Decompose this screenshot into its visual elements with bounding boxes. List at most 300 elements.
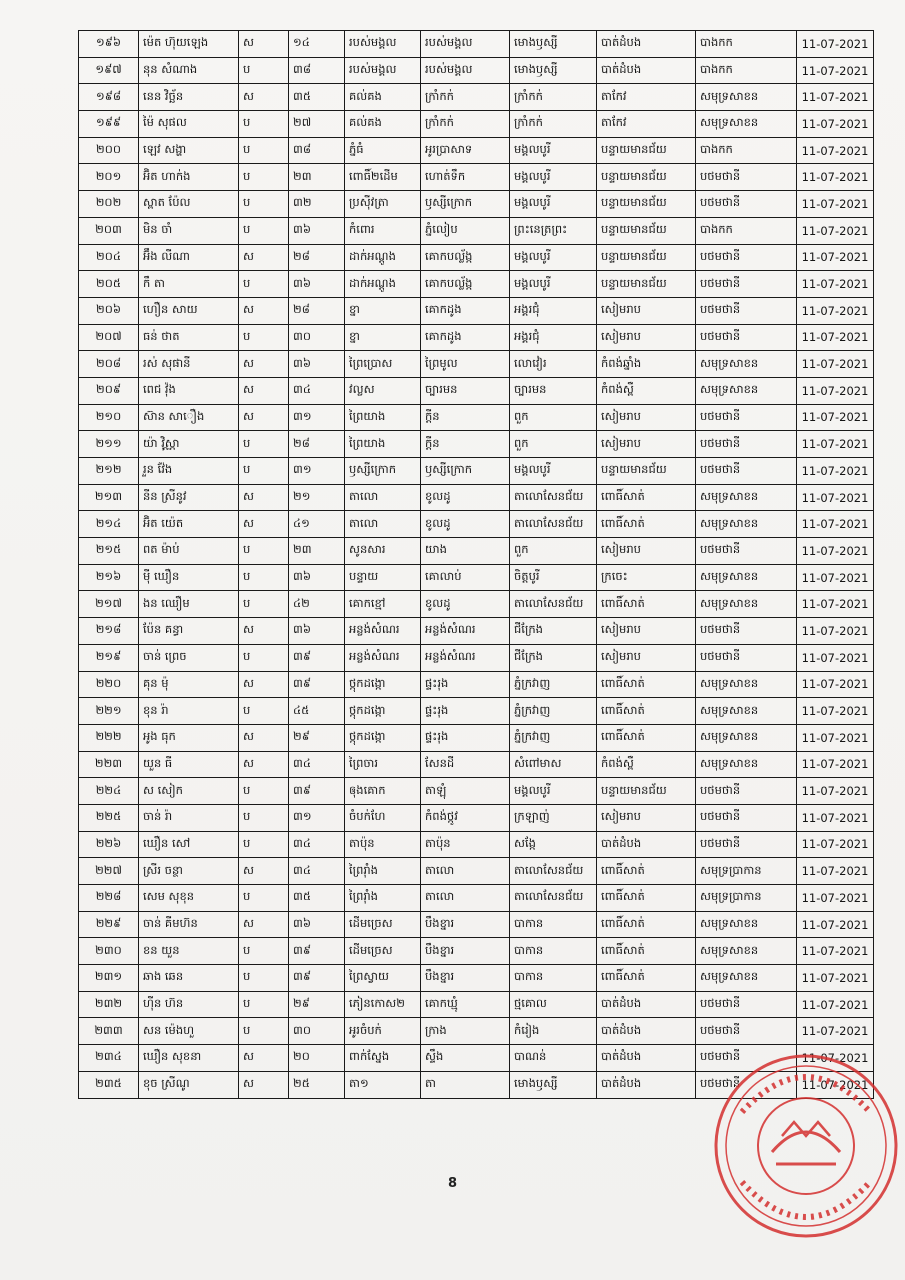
quarantine-site-cell: បថមថានី — [696, 431, 797, 458]
commune-cell: គោកបល្ល័ង្ក — [421, 271, 510, 298]
province-cell: បន្ទាយមានជ័យ — [597, 778, 696, 805]
commune-cell: ឫស្សីក្រោក — [421, 191, 510, 218]
date-cell: 11-07-2021 — [797, 858, 874, 885]
quarantine-site-cell: បថមថានី — [696, 404, 797, 431]
commune-cell: គោកបល្ល័ង្ក — [421, 244, 510, 271]
table-row — [79, 511, 874, 538]
commune-cell: ក្រាំកក់ — [421, 111, 510, 138]
district-cell: ភ្នំក្រវាញ — [510, 724, 597, 751]
district-cell: មោងឫស្សី — [510, 57, 597, 84]
age-cell: ២៨ — [289, 244, 345, 271]
sex-cell: ស — [239, 618, 289, 645]
province-cell: សៀមរាប — [597, 538, 696, 565]
province-cell: បន្ទាយមានជ័យ — [597, 244, 696, 271]
person-name-cell: ឆាង ឆេន — [139, 965, 239, 992]
row-number-cell: ២២០ — [79, 671, 139, 698]
district-cell: អង្គរជុំ — [510, 297, 597, 324]
quarantine-site-cell: បថមថានី — [696, 191, 797, 218]
person-name-cell: ស សៀក — [139, 778, 239, 805]
table-row — [79, 57, 874, 84]
table-row — [79, 778, 874, 805]
table-row — [79, 271, 874, 298]
quarantine-site-cell: បថមថានី — [696, 324, 797, 351]
district-cell: មង្គលបូរី — [510, 164, 597, 191]
sex-cell: ប — [239, 538, 289, 565]
row-number-cell: ២០៦ — [79, 297, 139, 324]
age-cell: ៣៤ — [289, 751, 345, 778]
date-cell: 11-07-2021 — [797, 458, 874, 485]
date-cell: 11-07-2021 — [797, 324, 874, 351]
province-cell: សៀមរាប — [597, 297, 696, 324]
row-number-cell: ២២១ — [79, 698, 139, 725]
person-name-cell: សេម សុខុន — [139, 885, 239, 912]
row-number-cell: ២៣២ — [79, 991, 139, 1018]
person-name-cell: ឃឿន សៅ — [139, 831, 239, 858]
sex-cell: ប — [239, 938, 289, 965]
sex-cell: ប — [239, 458, 289, 485]
age-cell: ១៤ — [289, 31, 345, 58]
province-cell: ក្រចេះ — [597, 564, 696, 591]
district-cell: បាកាន — [510, 938, 597, 965]
commune-cell: យាង — [421, 538, 510, 565]
sex-cell: ប — [239, 164, 289, 191]
date-cell: 11-07-2021 — [797, 84, 874, 111]
date-cell: 11-07-2021 — [797, 484, 874, 511]
age-cell: ៣១ — [289, 458, 345, 485]
district-cell: តាលោសែនជ័យ — [510, 858, 597, 885]
province-cell: ពោធិ៍សាត់ — [597, 484, 696, 511]
table-row — [79, 858, 874, 885]
person-name-cell: ឡេវ សង្ហា — [139, 137, 239, 164]
quarantine-site-cell: បថមថានី — [696, 831, 797, 858]
quarantine-site-cell: បាងកក — [696, 57, 797, 84]
date-cell: 11-07-2021 — [797, 137, 874, 164]
province-cell: បន្ទាយមានជ័យ — [597, 164, 696, 191]
table-row — [79, 751, 874, 778]
commune-cell: ផ្ទះរុង — [421, 671, 510, 698]
date-cell: 11-07-2021 — [797, 644, 874, 671]
village-cell: ថ្កុកដង្កោ — [345, 724, 421, 751]
person-name-cell: គុន ម៉ុ — [139, 671, 239, 698]
sex-cell: ប — [239, 591, 289, 618]
village-cell: ព្រៃចារ — [345, 751, 421, 778]
person-name-cell: មិន ចាំ — [139, 217, 239, 244]
date-cell: 11-07-2021 — [797, 164, 874, 191]
quarantine-site-cell: បថមថានី — [696, 618, 797, 645]
quarantine-site-cell: បថមថានី — [696, 244, 797, 271]
district-cell: ពួក — [510, 538, 597, 565]
person-name-cell: អ៊ឹង លីណា — [139, 244, 239, 271]
date-cell: 11-07-2021 — [797, 618, 874, 645]
person-name-cell: យួន ធី — [139, 751, 239, 778]
age-cell: ៣៥ — [289, 84, 345, 111]
district-cell: ជីក្រែង — [510, 644, 597, 671]
person-name-cell: អ៊ិត ហាក់ង — [139, 164, 239, 191]
quarantine-site-cell: បថមថានី — [696, 458, 797, 485]
commune-cell: អន្លង់សំណរ — [421, 618, 510, 645]
commune-cell: របស់មង្គល — [421, 31, 510, 58]
age-cell: ៣៦ — [289, 351, 345, 378]
person-name-cell: អ៊ិត យ៉េត — [139, 511, 239, 538]
age-cell: ៤២ — [289, 591, 345, 618]
province-cell: បន្ទាយមានជ័យ — [597, 458, 696, 485]
district-cell: មង្គលបូរី — [510, 458, 597, 485]
village-cell: ខ្នា — [345, 297, 421, 324]
village-cell: ភៀនកោស២ — [345, 991, 421, 1018]
commune-cell: កំពង់ថ្កូវ — [421, 804, 510, 831]
table-row — [79, 458, 874, 485]
table-row — [79, 431, 874, 458]
table-row — [79, 351, 874, 378]
person-name-cell: នុន សំណាង — [139, 57, 239, 84]
table-row — [79, 217, 874, 244]
commune-cell: ហោត់ទឹក — [421, 164, 510, 191]
person-name-cell: សន ម៉េងហួ — [139, 1018, 239, 1045]
sex-cell: ប — [239, 698, 289, 725]
date-cell: 11-07-2021 — [797, 351, 874, 378]
sex-cell: ស — [239, 511, 289, 538]
quarantine-site-cell: បាងកក — [696, 137, 797, 164]
row-number-cell: ២១០ — [79, 404, 139, 431]
commune-cell: ក្រាំកក់ — [421, 84, 510, 111]
quarantine-site-cell: បថមថានី — [696, 644, 797, 671]
quarantine-site-cell: សមុទ្រសាខន — [696, 671, 797, 698]
row-number-cell: ២១៧ — [79, 591, 139, 618]
commune-cell: អូរប្រាសាទ — [421, 137, 510, 164]
table-row — [79, 297, 874, 324]
table-row — [79, 111, 874, 138]
row-number-cell: ១៩៨ — [79, 84, 139, 111]
sex-cell: ប — [239, 804, 289, 831]
age-cell: ២៣ — [289, 538, 345, 565]
village-cell: ព្រៃរ៉ាំង — [345, 885, 421, 912]
row-number-cell: ២៣៤ — [79, 1045, 139, 1072]
quarantine-site-cell: សមុទ្រសាខន — [696, 511, 797, 538]
province-cell: បាត់ដំបង — [597, 831, 696, 858]
village-cell: ភ្នំធំ — [345, 137, 421, 164]
date-cell: 11-07-2021 — [797, 111, 874, 138]
village-cell: អូរចំបក់ — [345, 1018, 421, 1045]
person-name-cell: ពេជ វ៉ុង — [139, 377, 239, 404]
district-cell: មោងឫស្សី — [510, 31, 597, 58]
village-cell: ថ្កុកដង្កោ — [345, 698, 421, 725]
province-cell: សៀមរាប — [597, 431, 696, 458]
person-name-cell: ខន យួន — [139, 938, 239, 965]
district-cell: ភ្នំក្រវាញ — [510, 698, 597, 725]
table-row — [79, 137, 874, 164]
commune-cell: បឹងខ្នារ — [421, 938, 510, 965]
person-name-cell: ចាន់ ព្រេច — [139, 644, 239, 671]
age-cell: ៣៩ — [289, 778, 345, 805]
quarantine-site-cell: បថមថានី — [696, 1018, 797, 1045]
village-cell: អន្លង់សំណរ — [345, 618, 421, 645]
district-cell: អង្គរជុំ — [510, 324, 597, 351]
district-cell: តាលោសែនជ័យ — [510, 591, 597, 618]
row-number-cell: ២០៧ — [79, 324, 139, 351]
province-cell: បាត់ដំបង — [597, 57, 696, 84]
district-cell: តាលោសែនជ័យ — [510, 511, 597, 538]
quarantine-site-cell: សមុទ្រប្រាកាន — [696, 885, 797, 912]
row-number-cell: ២០០ — [79, 137, 139, 164]
province-cell: បាត់ដំបង — [597, 991, 696, 1018]
province-cell: ពោធិ៍សាត់ — [597, 698, 696, 725]
district-cell: បាណន់ — [510, 1045, 597, 1072]
quarantine-site-cell: សមុទ្រសាខន — [696, 351, 797, 378]
village-cell: ដើមច្រេស — [345, 911, 421, 938]
district-cell: បាកាន — [510, 911, 597, 938]
commune-cell: ខូលដូ — [421, 511, 510, 538]
row-number-cell: ១៩៧ — [79, 57, 139, 84]
date-cell: 11-07-2021 — [797, 831, 874, 858]
person-name-cell: ចាន់ គីមហ៊ន — [139, 911, 239, 938]
row-number-cell: ២០៥ — [79, 271, 139, 298]
quarantine-site-cell: សមុទ្រសាខន — [696, 377, 797, 404]
date-cell: 11-07-2021 — [797, 751, 874, 778]
person-name-cell: ហឿន សាយ — [139, 297, 239, 324]
row-number-cell: ២២៥ — [79, 804, 139, 831]
province-cell: សៀមរាប — [597, 404, 696, 431]
row-number-cell: ២៣០ — [79, 938, 139, 965]
village-cell: ពោធិ៍២ដើម — [345, 164, 421, 191]
commune-cell: ច្បារមន — [421, 377, 510, 404]
district-cell: ពួក — [510, 404, 597, 431]
commune-cell: គោកដូង — [421, 297, 510, 324]
quarantine-site-cell: បថមថានី — [696, 297, 797, 324]
commune-cell: តាប៉ុន — [421, 831, 510, 858]
table-row — [79, 804, 874, 831]
table-row — [79, 404, 874, 431]
row-number-cell: ២២៣ — [79, 751, 139, 778]
row-number-cell: ២២៤ — [79, 778, 139, 805]
row-number-cell: ២០៣ — [79, 217, 139, 244]
village-cell: ដាក់អណ្តូង — [345, 244, 421, 271]
row-number-cell: ២០៩ — [79, 377, 139, 404]
quarantine-site-cell: សមុទ្រសាខន — [696, 911, 797, 938]
province-cell: កំពង់ស្ពឺ — [597, 751, 696, 778]
village-cell: ព្រៃស្វាយ — [345, 965, 421, 992]
table-row — [79, 618, 874, 645]
row-number-cell: ២១១ — [79, 431, 139, 458]
table-row — [79, 831, 874, 858]
date-cell: 11-07-2021 — [797, 698, 874, 725]
quarantine-site-cell: បថមថានី — [696, 164, 797, 191]
age-cell: ៣៩ — [289, 965, 345, 992]
person-name-cell: ឃឿន សុខនា — [139, 1045, 239, 1072]
commune-cell: ឫស្សីក្រោក — [421, 458, 510, 485]
village-cell: របស់មង្គល — [345, 57, 421, 84]
province-cell: កំពង់ឆ្នាំង — [597, 351, 696, 378]
age-cell: ៣៤ — [289, 377, 345, 404]
province-cell: ពោធិ៍សាត់ — [597, 911, 696, 938]
age-cell: ៣៤ — [289, 831, 345, 858]
commune-cell: ខូលដូ — [421, 484, 510, 511]
row-number-cell: ២១៣ — [79, 484, 139, 511]
date-cell: 11-07-2021 — [797, 564, 874, 591]
village-cell: ឲុងគោក — [345, 778, 421, 805]
sex-cell: ប — [239, 191, 289, 218]
date-cell: 11-07-2021 — [797, 724, 874, 751]
age-cell: ៣៥ — [289, 885, 345, 912]
date-cell: 11-07-2021 — [797, 271, 874, 298]
province-cell: ពោធិ៍សាត់ — [597, 938, 696, 965]
province-cell: សៀមរាប — [597, 618, 696, 645]
district-cell: ច្បារមន — [510, 377, 597, 404]
row-number-cell: ២០៤ — [79, 244, 139, 271]
province-cell: កំពង់ស្ពឺ — [597, 377, 696, 404]
province-cell: សៀមរាប — [597, 644, 696, 671]
commune-cell: ព្រៃមូល — [421, 351, 510, 378]
date-cell: 11-07-2021 — [797, 538, 874, 565]
person-name-cell: ម៉ៃ សុផល — [139, 111, 239, 138]
quarantine-site-cell: សមុទ្រសាខន — [696, 965, 797, 992]
province-cell: បន្ទាយមានជ័យ — [597, 191, 696, 218]
roster-table — [78, 30, 874, 1099]
sex-cell: ស — [239, 244, 289, 271]
date-cell: 11-07-2021 — [797, 217, 874, 244]
sex-cell: ប — [239, 137, 289, 164]
quarantine-site-cell: សមុទ្រសាខន — [696, 111, 797, 138]
date-cell: 11-07-2021 — [797, 244, 874, 271]
date-cell: 11-07-2021 — [797, 297, 874, 324]
quarantine-site-cell: បថមថានី — [696, 271, 797, 298]
sex-cell: ប — [239, 57, 289, 84]
quarantine-site-cell: សមុទ្រសាខន — [696, 564, 797, 591]
row-number-cell: ២១៦ — [79, 564, 139, 591]
village-cell: ព្រៃយាង — [345, 404, 421, 431]
commune-cell: តាលោ — [421, 858, 510, 885]
commune-cell: តាឡុំ — [421, 778, 510, 805]
table-row — [79, 911, 874, 938]
age-cell: ៣៦ — [289, 271, 345, 298]
village-cell: ថ្កុកដង្កោ — [345, 671, 421, 698]
person-name-cell: ចាន់ រ៉ា — [139, 804, 239, 831]
province-cell: ពោធិ៍សាត់ — [597, 858, 696, 885]
age-cell: ៣៦ — [289, 217, 345, 244]
date-cell: 11-07-2021 — [797, 591, 874, 618]
district-cell: សង្កែ — [510, 831, 597, 858]
sex-cell: ស — [239, 751, 289, 778]
row-number-cell: ២៣៣ — [79, 1018, 139, 1045]
village-cell: គល់គង — [345, 111, 421, 138]
sex-cell: ប — [239, 778, 289, 805]
row-number-cell: ១៩៦ — [79, 31, 139, 58]
commune-cell: គោកដូង — [421, 324, 510, 351]
person-name-cell: ពត ម៉ាប់ — [139, 538, 239, 565]
district-cell: ក្រឡាញ់ — [510, 804, 597, 831]
quarantine-site-cell: សមុទ្រសាខន — [696, 751, 797, 778]
province-cell: ពោធិ៍សាត់ — [597, 671, 696, 698]
age-cell: ៤១ — [289, 511, 345, 538]
sex-cell: ស — [239, 1045, 289, 1072]
sex-cell: ស — [239, 351, 289, 378]
village-cell: គោកខ្មៅ — [345, 591, 421, 618]
village-cell: តាលោ — [345, 511, 421, 538]
row-number-cell: ២០១ — [79, 164, 139, 191]
village-cell: ដាក់អណ្តូង — [345, 271, 421, 298]
person-name-cell: ស្ពាត ប៉ែល — [139, 191, 239, 218]
province-cell: បន្ទាយមានជ័យ — [597, 217, 696, 244]
quarantine-site-cell: បថមថានី — [696, 804, 797, 831]
quarantine-site-cell: សមុទ្រប្រាកាន — [696, 858, 797, 885]
row-number-cell: ២៣១ — [79, 965, 139, 992]
row-number-cell: ១៩៩ — [79, 111, 139, 138]
sex-cell: ប — [239, 991, 289, 1018]
commune-cell: បឹងខ្នារ — [421, 911, 510, 938]
quarantine-site-cell: បថមថានី — [696, 1045, 797, 1072]
village-cell: របស់មង្គល — [345, 31, 421, 58]
district-cell: បាកាន — [510, 965, 597, 992]
sex-cell: ស — [239, 724, 289, 751]
quarantine-site-cell: បាងកក — [696, 217, 797, 244]
date-cell: 11-07-2021 — [797, 404, 874, 431]
age-cell: ៣៨ — [289, 137, 345, 164]
roster-body — [79, 31, 874, 1099]
quarantine-site-cell: សមុទ្រសាខន — [696, 84, 797, 111]
sex-cell: ប — [239, 271, 289, 298]
age-cell: ៣០ — [289, 1018, 345, 1045]
person-name-cell: ខុន រ៉ា — [139, 698, 239, 725]
sex-cell: ប — [239, 217, 289, 244]
age-cell: ៣១ — [289, 804, 345, 831]
age-cell: ៣៦ — [289, 618, 345, 645]
table-row — [79, 965, 874, 992]
province-cell: ពោធិ៍សាត់ — [597, 965, 696, 992]
age-cell: ៣៩ — [289, 644, 345, 671]
quarantine-site-cell: សមុទ្រសាខន — [696, 938, 797, 965]
person-name-cell: ស៊ាន សាឿង — [139, 404, 239, 431]
quarantine-site-cell: បាងកក — [696, 31, 797, 58]
date-cell: 11-07-2021 — [797, 885, 874, 912]
district-cell: តាលោសែនជ័យ — [510, 484, 597, 511]
age-cell: ២៥ — [289, 1071, 345, 1098]
table-row — [79, 591, 874, 618]
row-number-cell: ២៣៥ — [79, 1071, 139, 1098]
district-cell: ជីក្រែង — [510, 618, 597, 645]
village-cell: តាលោ — [345, 484, 421, 511]
district-cell: មង្គលបូរី — [510, 191, 597, 218]
person-name-cell: ស្រីរ ចន្ថា — [139, 858, 239, 885]
district-cell: ព្រះនេត្រព្រះ — [510, 217, 597, 244]
district-cell: មោងឫស្សី — [510, 1071, 597, 1098]
commune-cell: ស្ទឹង — [421, 1045, 510, 1072]
table-row — [79, 31, 874, 58]
district-cell: ក្រាំកក់ — [510, 84, 597, 111]
village-cell: សូនសារ — [345, 538, 421, 565]
person-name-cell: នេន វិច្ឆ័ន — [139, 84, 239, 111]
row-number-cell: ២២៩ — [79, 911, 139, 938]
commune-cell: អន្លង់សំណរ — [421, 644, 510, 671]
commune-cell: សែនដី — [421, 751, 510, 778]
table-row — [79, 991, 874, 1018]
village-cell: វល្លស — [345, 377, 421, 404]
village-cell: គល់គង — [345, 84, 421, 111]
table-row — [79, 244, 874, 271]
table-row — [79, 484, 874, 511]
commune-cell: ភ្នំលៀប — [421, 217, 510, 244]
sex-cell: ប — [239, 111, 289, 138]
age-cell: ២៩ — [289, 991, 345, 1018]
commune-cell: ផ្ទះរុង — [421, 724, 510, 751]
province-cell: ពោធិ៍សាត់ — [597, 885, 696, 912]
age-cell: ៣៩ — [289, 938, 345, 965]
commune-cell: តាលោ — [421, 885, 510, 912]
row-number-cell: ២១៤ — [79, 511, 139, 538]
village-cell: អន្លង់សំណរ — [345, 644, 421, 671]
age-cell: ៣៦ — [289, 911, 345, 938]
person-name-cell: ហ៊ីន ហ៊ន — [139, 991, 239, 1018]
date-cell: 11-07-2021 — [797, 511, 874, 538]
person-name-cell: យ៉ា វ៉ិស្ណា — [139, 431, 239, 458]
